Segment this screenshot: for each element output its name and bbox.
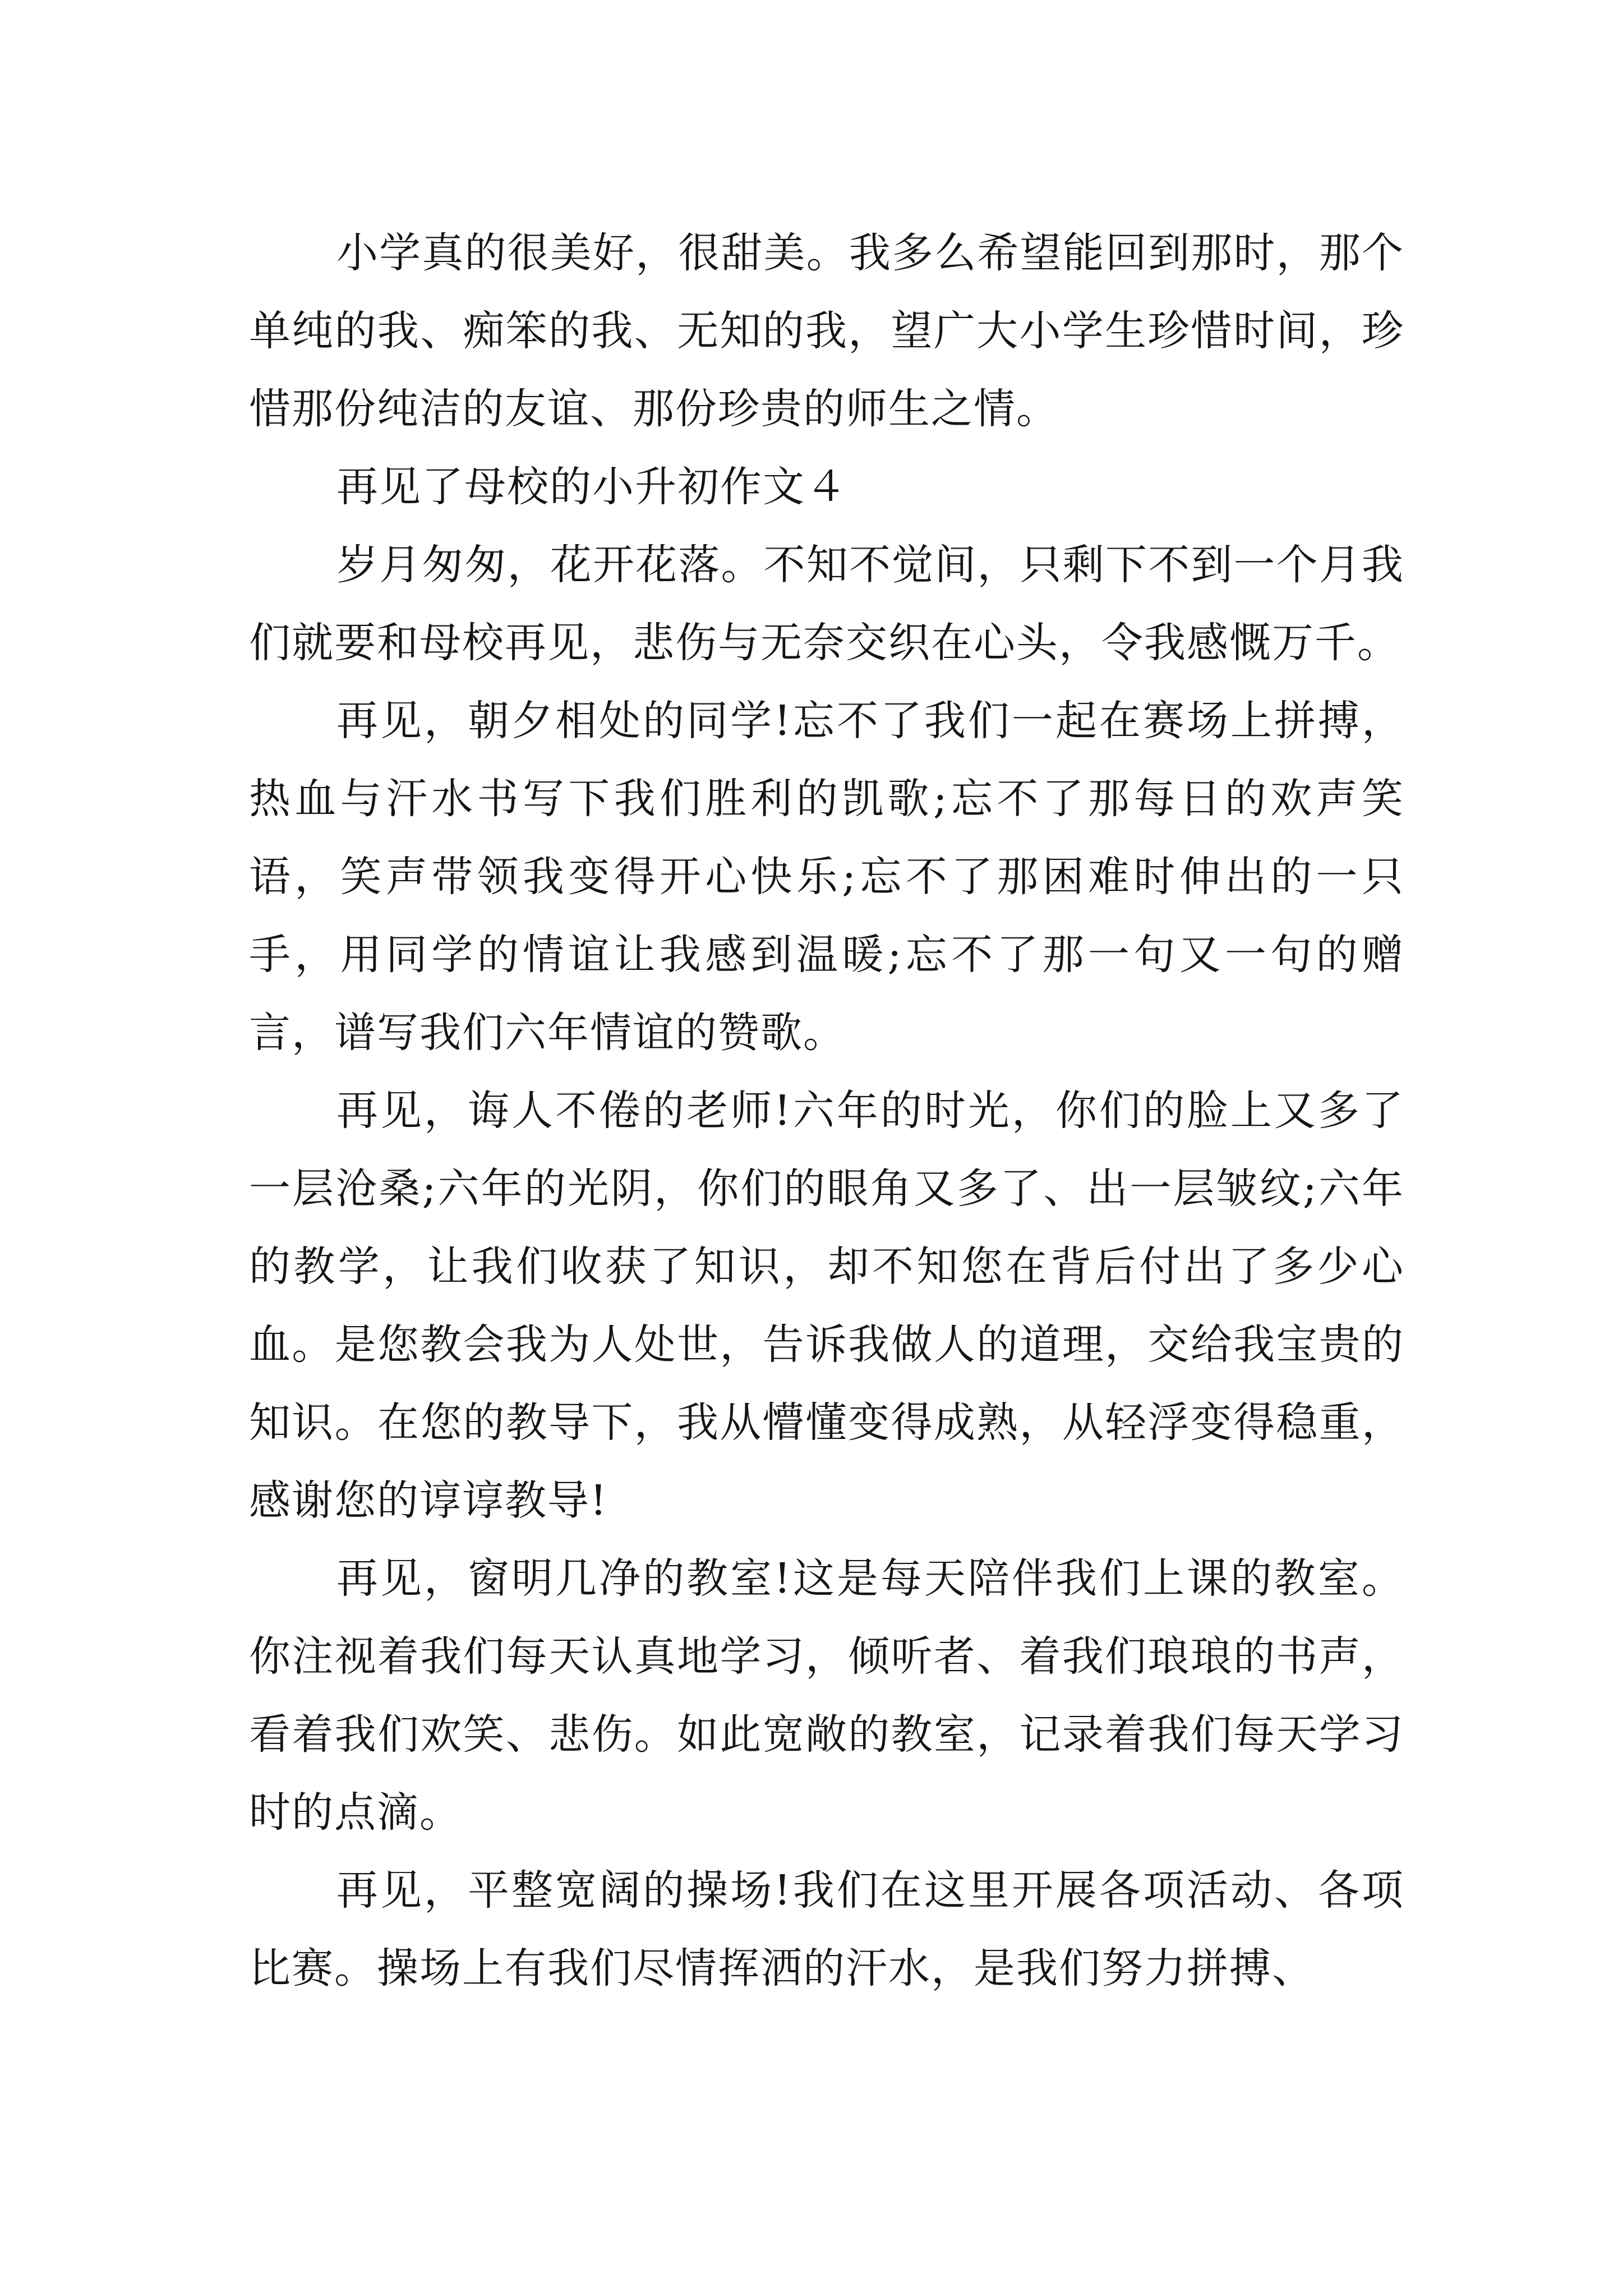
essay-title: 再见了母校的小升初作文４: [336, 463, 848, 511]
document-body: [249, 214, 1404, 2008]
paragraph-playground: 再见，平整宽阔的操场!我们在这里开展各项活动、各项比赛。操场上有我们尽情挥洒的汗水，是我们努力拼搏、: [249, 1866, 1404, 1993]
paragraph-teachers: 再见，诲人不倦的老师!六年的时光，你们的脸上又多了一层沧桑;六年的光阴，你们的眼角又多了、出一层皱纹;六年的教学，让我们收获了知识，却不知您在背后付出了多少心血。是您教会我为人处世，告诉我做人的道理，交给我宝贵的知识。在您的教导下，我从懵懂变得成熟，从轻浮变得稳重，感谢您的谆谆教导!: [249, 1087, 1404, 1525]
paragraph-classroom: 再见，窗明几净的教室!这是每天陪伴我们上课的教室。你注视着我们每天认真地学习，倾听者、着我们琅琅的书声，看着我们欢笑、悲伤。如此宽敞的教室，记录着我们每天学习时的点滴。: [249, 1554, 1404, 1837]
paragraph-intro: 岁月匆匆，花开花落。不知不觉间，只剩下不到一个月我们就要和母校再见，悲伤与无奈交织在心头，令我感慨万千。: [249, 541, 1404, 667]
paragraph-closing: 小学真的很美好，很甜美。我多么希望能回到那时，那个单纯的我、痴笨的我、无知的我，望广大小学生珍惜时间，珍惜那份纯洁的友谊、那份珍贵的师生之情。: [249, 229, 1404, 433]
paragraph-classmates: 再见，朝夕相处的同学!忘不了我们一起在赛场上拼搏，热血与汗水书写下我们胜利的凯歌;忘不了那每日的欢声笑语，笑声带领我变得开心快乐;忘不了那困难时伸出的一只手，用同学的情谊让我感到温暖;忘不了那一句又一句的赠言，谱写我们六年情谊的赞歌。: [249, 697, 1404, 1057]
